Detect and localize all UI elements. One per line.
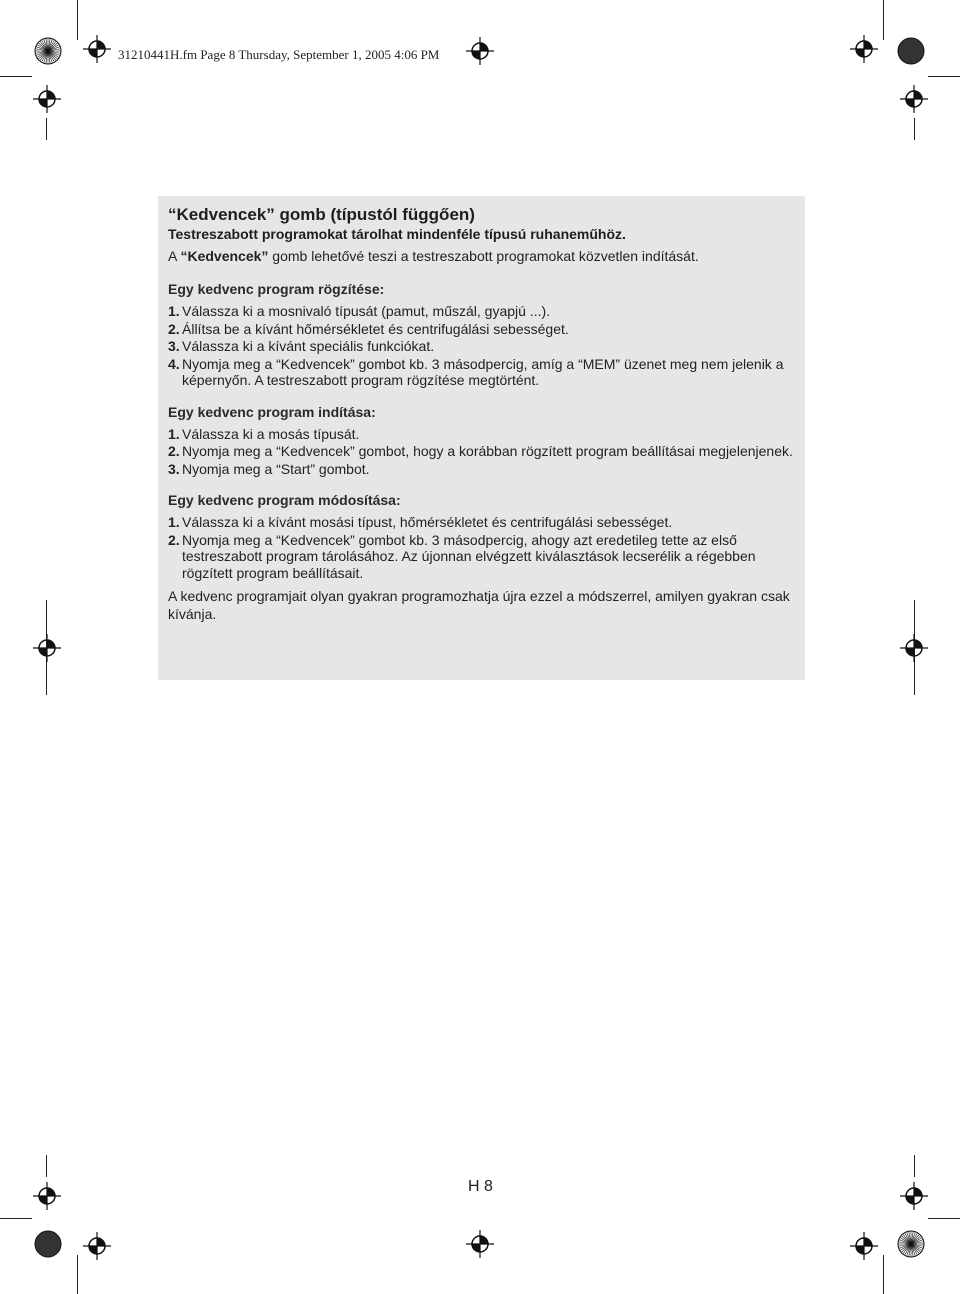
- page-slug: 31210441H.fm Page 8 Thursday, September 1, 2005 4:06 PM: [118, 47, 440, 62]
- panel-subtitle: Testreszabott programokat tárolhat mindenféle típusú ruhaneműhöz.: [168, 226, 626, 242]
- step-number: 3.: [168, 460, 180, 477]
- crop-line: [914, 118, 915, 140]
- registration-mark-icon: [900, 85, 928, 113]
- color-disc-icon: [33, 1229, 63, 1259]
- intro-rest: gomb lehetővé teszi a testreszabott programokat közvetlen indítását.: [268, 248, 699, 264]
- step-text: Válassza ki a mosás típusát.: [182, 425, 360, 442]
- step-text: Válassza ki a mosnivaló típusát (pamut, műszál, gyapjú ...).: [182, 303, 551, 319]
- starburst-mark-icon: [896, 1229, 926, 1259]
- section-heading-modify: Egy kedvenc program módosítása:: [168, 492, 401, 508]
- crop-line: [883, 1255, 884, 1294]
- step-item: [168, 356, 795, 389]
- step-number: 2.: [168, 443, 180, 459]
- crop-line: [77, 1255, 78, 1294]
- step-item: [168, 532, 795, 582]
- crop-line: [46, 118, 47, 140]
- step-item: [168, 514, 795, 531]
- step-item: [168, 426, 795, 443]
- crop-line: [0, 76, 32, 77]
- section-heading-start: Egy kedvenc program indítása:: [168, 403, 376, 420]
- step-text: Nyomja meg a “Start” gombot.: [182, 460, 370, 477]
- step-text: Állítsa be a kívánt hőmérsékletet és centrifugálási sebességet.: [182, 320, 569, 337]
- intro-bold: “Kedvencek”: [180, 248, 269, 264]
- step-text: Válassza ki a kívánt speciális funkciókat.: [182, 338, 435, 354]
- panel-intro: [168, 247, 795, 266]
- intro-prefix: A: [168, 248, 181, 264]
- step-text: Nyomja meg a “Kedvencek” gombot, hogy a korábban rögzített program beállításai megjelenjenek.: [182, 443, 793, 459]
- registration-mark-icon: [900, 634, 928, 662]
- registration-mark-icon: [850, 35, 878, 63]
- starburst-mark-icon: [33, 36, 63, 66]
- crop-line: [928, 76, 960, 77]
- registration-mark-icon: [83, 1232, 111, 1260]
- registration-mark-icon: [850, 1232, 878, 1260]
- step-text: Nyomja meg a “Kedvencek” gombot kb. 3 másodpercig, ahogy azt eredetileg tette az első testreszabott program tárolásához. Az újonnan elvégzett kiválasztások lecserélik a régebben rögzített program beállításait.: [182, 531, 756, 581]
- step-text: Nyomja meg a “Kedvencek” gombot kb. 3 másodpercig, amíg a “MEM” üzenet meg nem jelenik a képernyőn. A testreszabott program rögzítése megtörtént.: [182, 355, 784, 388]
- registration-mark-icon: [33, 1182, 61, 1210]
- registration-mark-icon: [900, 1182, 928, 1210]
- page-number: H 8: [468, 1178, 493, 1195]
- step-number: 2.: [168, 531, 180, 548]
- step-item: [168, 338, 795, 355]
- step-text: Válassza ki a kívánt mosási típust, hőmérsékletet és centrifugálási sebességet.: [182, 514, 673, 530]
- step-item: [168, 321, 795, 338]
- step-item: [168, 443, 795, 460]
- step-number: 4.: [168, 355, 180, 372]
- registration-mark-icon: [33, 85, 61, 113]
- crop-line: [928, 1218, 960, 1219]
- crop-line: [914, 1155, 915, 1177]
- crop-line: [883, 0, 884, 40]
- step-item: [168, 461, 795, 478]
- panel-title: “Kedvencek” gomb (típustól függően): [168, 205, 475, 224]
- registration-mark-icon: [466, 37, 494, 65]
- registration-mark-icon: [83, 35, 111, 63]
- closing-note: A kedvenc programjait olyan gyakran programozhatja újra ezzel a módszerrel, amilyen gyakran csak kívánja.: [168, 588, 790, 622]
- steps-modify: [168, 514, 795, 581]
- steps-start: [168, 426, 795, 478]
- crop-line: [0, 1218, 32, 1219]
- section-heading-save: Egy kedvenc program rögzítése:: [168, 281, 385, 297]
- step-item: [168, 303, 795, 320]
- registration-mark-icon: [466, 1230, 494, 1258]
- step-number: 3.: [168, 338, 180, 354]
- step-number: 2.: [168, 320, 180, 337]
- steps-save: [168, 303, 795, 389]
- crop-line: [77, 0, 78, 40]
- step-number: 1.: [168, 425, 180, 442]
- favorites-info-panel: [158, 196, 805, 680]
- step-number: 1.: [168, 303, 180, 319]
- color-disc-icon: [896, 36, 926, 66]
- step-number: 1.: [168, 514, 180, 530]
- crop-line: [46, 1155, 47, 1177]
- registration-mark-icon: [33, 634, 61, 662]
